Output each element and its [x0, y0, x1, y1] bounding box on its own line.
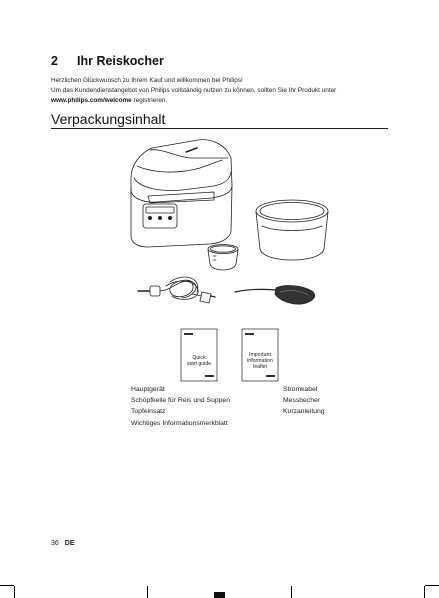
quick-start-line-1: Quick: [192, 355, 206, 361]
crop-mark: [425, 585, 439, 586]
intro-line-2: Um das Kundendienstangebot von Philips vollständig nutzen zu können, sollten Sie Ihr Produkt unter: [51, 87, 337, 94]
page-footer: [51, 540, 75, 547]
crop-mark: [14, 586, 15, 598]
crop-mark: [147, 586, 148, 598]
package-contents-heading: Verpackungsinhalt: [51, 111, 166, 127]
power-cord-image: [138, 277, 215, 303]
contents-item: Hauptgerät: [131, 386, 165, 393]
inner-pot-image: [256, 200, 328, 260]
intro-line-1: Herzlichen Glückwunsch zu Ihrem Kauf und willkommen bei Philips!: [51, 77, 243, 84]
crop-mark: [214, 592, 225, 598]
crop-mark: [291, 586, 292, 598]
rice-cooker-image: [131, 140, 232, 247]
intro-line-3-text: registrieren.: [131, 97, 168, 104]
contents-item: Wichtiges Informationsmerkblatt: [131, 419, 228, 427]
crop-mark: [0, 585, 14, 586]
measuring-cup-image: [208, 245, 238, 271]
crop-mark: [424, 586, 425, 598]
info-leaflet-line-1: Important: [249, 352, 271, 358]
info-leaflet-line-2: information: [247, 358, 273, 364]
contents-item: Schöpfkelle für Reis und Suppen: [131, 397, 230, 405]
section-number: 2: [51, 54, 58, 68]
contents-item: Stromkabel: [283, 386, 318, 393]
language-code: DE: [64, 540, 75, 547]
info-leaflet-line-3: leaflet: [253, 364, 267, 370]
quick-start-guide-image: [181, 329, 217, 381]
registration-link[interactable]: www.philips.com/welcome: [51, 97, 132, 104]
page-number: 36: [51, 540, 59, 547]
contents-item: Topfeinsatz: [131, 408, 166, 416]
contents-list-right: [283, 384, 325, 418]
quick-start-line-2: start guide: [186, 361, 212, 367]
contents-item: Messbecher: [283, 397, 321, 405]
information-leaflet-image: [242, 329, 278, 381]
contents-item: Kurzanleitung: [283, 408, 325, 416]
contents-list-left: [131, 384, 230, 429]
section-title: Ihr Reiskocher: [77, 54, 164, 68]
rice-ladle-image: [235, 286, 315, 305]
